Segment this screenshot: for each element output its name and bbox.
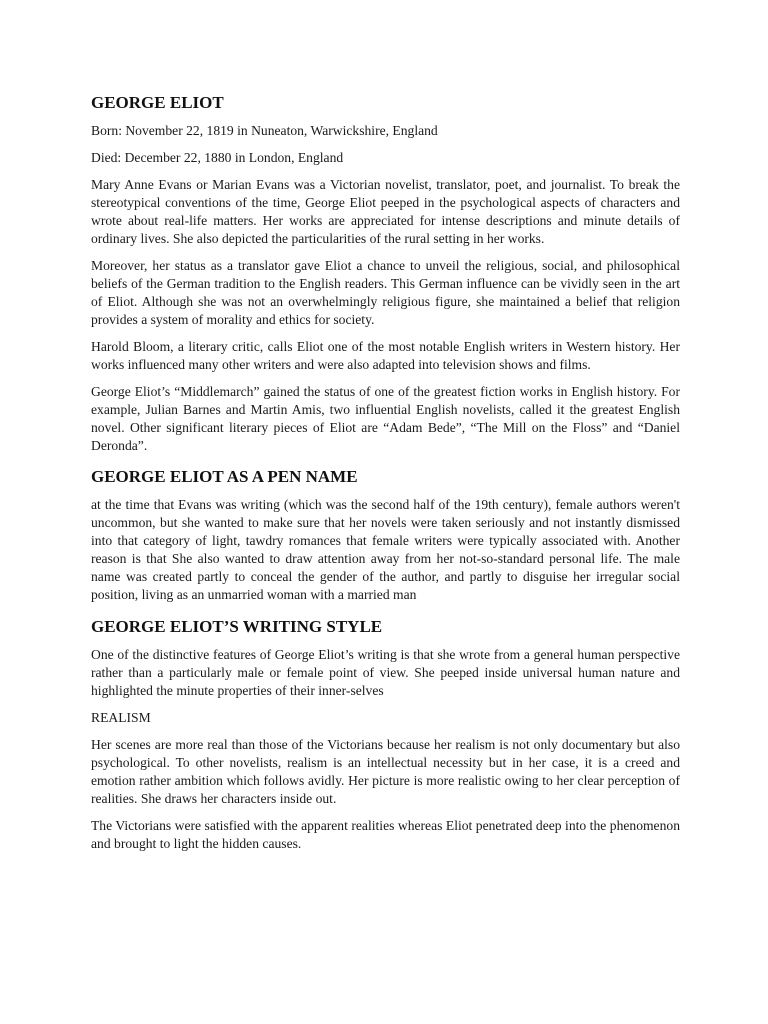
intro-paragraph: Mary Anne Evans or Marian Evans was a Victorian novelist, translator, poet, and journalist. To break the stereotypical conventions of the time, George Eliot peeped in the psychological aspects of characters and wrote about real-life matters. Her works are appreciated for intense descriptions and minute details of ordinary lives. She also depicted the particularities of the rural setting in her works. — [91, 177, 680, 246]
pen-name-heading: GEORGE ELIOT AS A PEN NAME — [91, 467, 358, 486]
intro-paragraph: Harold Bloom, a literary critic, calls Eliot one of the most notable English writers in Western history. Her works influenced many other writers and were also adapted into television shows and films. — [91, 339, 680, 372]
born-line: Born: November 22, 1819 in Nuneaton, Warwickshire, England — [91, 123, 438, 138]
document-title: GEORGE ELIOT — [91, 93, 224, 112]
pen-name-paragraph: at the time that Evans was writing (which was the second half of the 19th century), female authors weren't uncommon, but she wanted to make sure that her novels were taken seriously and not instantly dismissed into that category of light, tawdry romances that female writers were typically associated with. Another reason is that She also wanted to draw attention away from her not-so-standard personal life. The male name was created partly to conceal the gender of the author, and partly to disguise her irregular social position, living as an unmarried woman with a married man — [91, 497, 680, 602]
died-line: Died: December 22, 1880 in London, England — [91, 150, 344, 165]
writing-style-paragraph: One of the distinctive features of George Eliot’s writing is that she wrote from a general human perspective rather than a particularly male or female point of view. She peeped inside universal human nature and highlighted the minute properties of their inner-selves — [91, 647, 680, 698]
realism-paragraph: Her scenes are more real than those of the Victorians because her realism is not only documentary but also psychological. To other novelists, realism is an intellectual necessity but in her case, it is a creed and emotion rather ambition which follows avidly. Her picture is more realistic owing to her clear perception of realities. She draws her characters inside out. — [91, 737, 680, 806]
writing-style-heading: GEORGE ELIOT’S WRITING STYLE — [91, 617, 383, 636]
realism-paragraph: The Victorians were satisfied with the apparent realities whereas Eliot penetrated deep into the phenomenon and brought to light the hidden causes. — [91, 818, 680, 851]
intro-paragraph: George Eliot’s “Middlemarch” gained the status of one of the greatest fiction works in English history. For example, Julian Barnes and Martin Amis, two influential English novelists, called it the greatest English novel. Other significant literary pieces of Eliot are “Adam Bede”, “The Mill on the Floss” and “Daniel Deronda”. — [91, 384, 680, 453]
realism-label: REALISM — [91, 710, 151, 725]
intro-paragraph: Moreover, her status as a translator gave Eliot a chance to unveil the religious, social, and philosophical beliefs of the German tradition to the English readers. This German influence can be vividly seen in the art of Eliot. Although she was not an overwhelmingly religious figure, she maintained a belief that religion provides a system of morality and ethics for society. — [91, 258, 680, 327]
